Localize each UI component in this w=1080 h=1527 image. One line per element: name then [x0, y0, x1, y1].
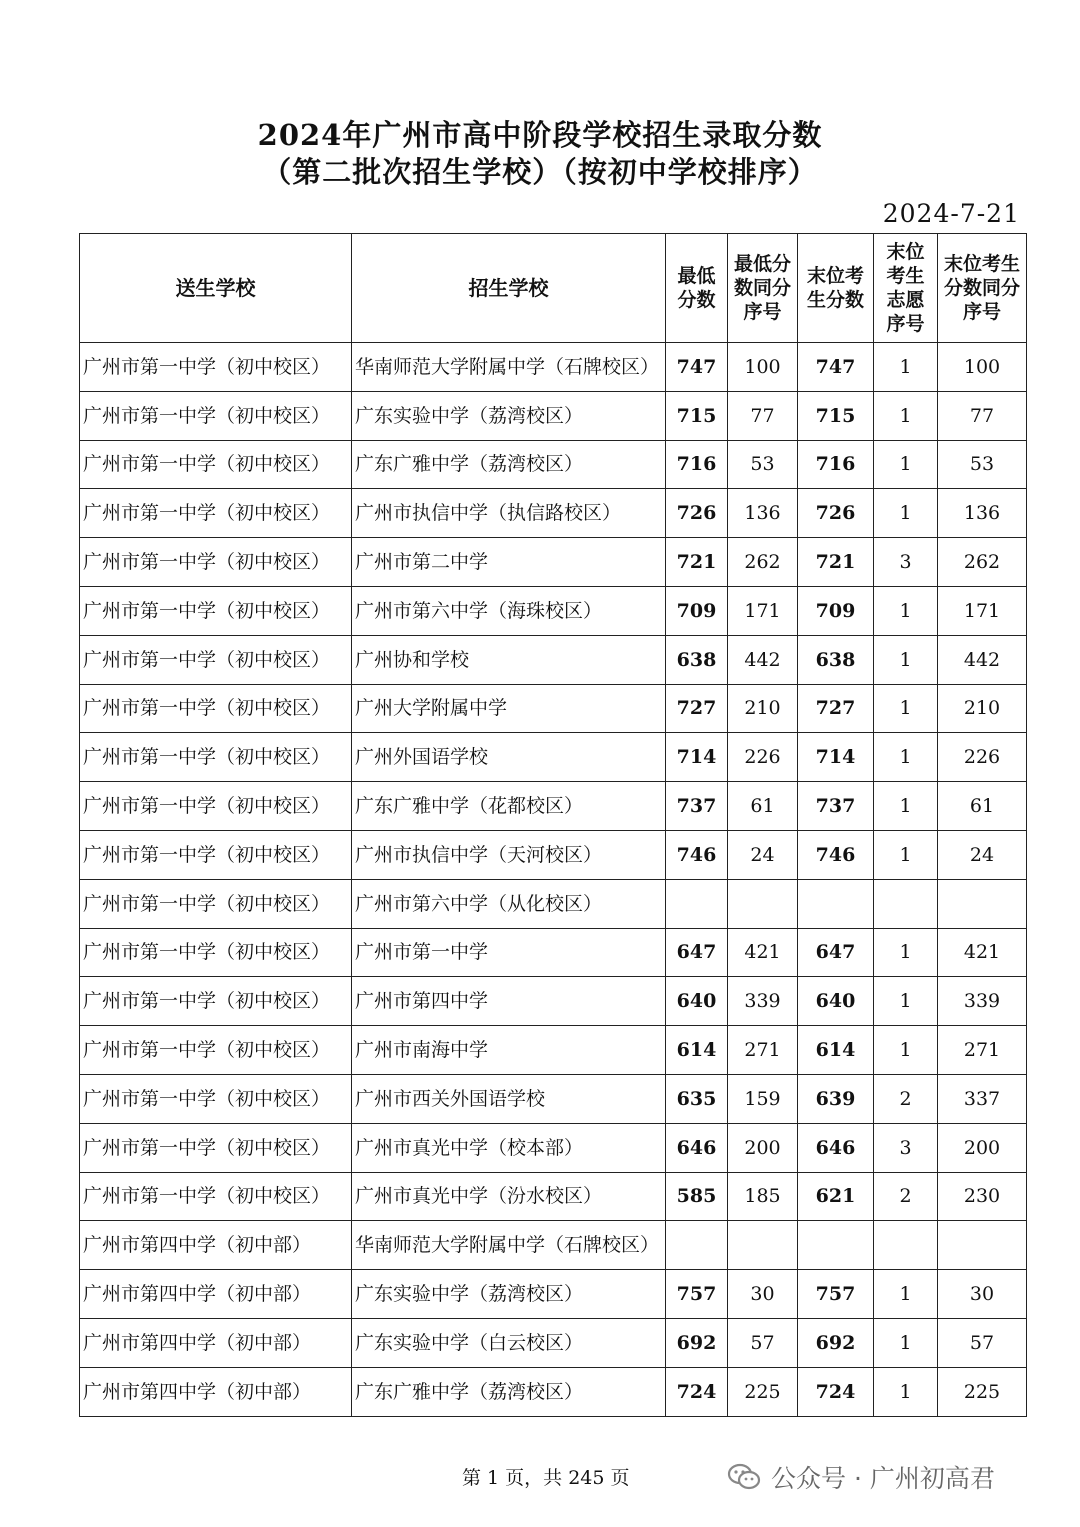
table-row: [80, 1270, 1027, 1319]
last-score-cell: 621: [798, 1172, 874, 1221]
min-tie-seq-cell: 262: [728, 538, 798, 587]
last-tie-seq-cell: 57: [938, 1318, 1027, 1367]
volunteer-seq-cell: 2: [874, 1172, 938, 1221]
volunteer-seq-cell: 1: [874, 635, 938, 684]
min-tie-seq-cell: 225: [728, 1367, 798, 1416]
min-score-cell: [666, 879, 728, 928]
last-score-cell: [798, 879, 874, 928]
last-tie-seq-cell: 226: [938, 733, 1027, 782]
recv-school-cell: 广州市西关外国语学校: [352, 1074, 666, 1123]
send-school-cell: 广州市第一中学（初中校区）: [80, 830, 352, 879]
table-row: [80, 733, 1027, 782]
last-tie-seq-cell: 262: [938, 538, 1027, 587]
min-score-cell: [666, 1221, 728, 1270]
min-tie-seq-cell: 136: [728, 489, 798, 538]
last-tie-seq-cell: 337: [938, 1074, 1027, 1123]
table-row: [80, 1074, 1027, 1123]
recv-school-cell: 广州市第二中学: [352, 538, 666, 587]
recv-school-cell: 广州市南海中学: [352, 1026, 666, 1075]
send-school-cell: 广州市第一中学（初中校区）: [80, 635, 352, 684]
volunteer-seq-cell: 1: [874, 1367, 938, 1416]
min-score-cell: 614: [666, 1026, 728, 1075]
min-tie-seq-cell: 53: [728, 440, 798, 489]
last-tie-seq-cell: 30: [938, 1270, 1027, 1319]
min-tie-seq-cell: 171: [728, 586, 798, 635]
last-tie-seq-cell: 339: [938, 977, 1027, 1026]
header-last-tie-seq: 末位考生 分数同分 序号: [938, 234, 1027, 343]
last-tie-seq-cell: [938, 879, 1027, 928]
last-score-cell: 714: [798, 733, 874, 782]
min-score-cell: 714: [666, 733, 728, 782]
last-score-cell: 640: [798, 977, 874, 1026]
send-school-cell: 广州市第一中学（初中校区）: [80, 586, 352, 635]
send-school-cell: 广州市第一中学（初中校区）: [80, 928, 352, 977]
last-tie-seq-cell: 136: [938, 489, 1027, 538]
wechat-icon: [727, 1462, 761, 1492]
send-school-cell: 广州市第一中学（初中校区）: [80, 1026, 352, 1075]
recv-school-cell: 广州大学附属中学: [352, 684, 666, 733]
send-school-cell: 广州市第一中学（初中校区）: [80, 1123, 352, 1172]
recv-school-cell: 广东广雅中学（荔湾校区）: [352, 440, 666, 489]
last-score-cell: 639: [798, 1074, 874, 1123]
watermark-text: 公众号 · 广州初高君: [771, 1464, 995, 1493]
send-school-cell: 广州市第四中学（初中部）: [80, 1318, 352, 1367]
min-score-cell: 692: [666, 1318, 728, 1367]
last-tie-seq-cell: 24: [938, 830, 1027, 879]
send-school-cell: 广州市第一中学（初中校区）: [80, 879, 352, 928]
recv-school-cell: 广州市第四中学: [352, 977, 666, 1026]
last-score-cell: 746: [798, 830, 874, 879]
min-tie-seq-cell: 339: [728, 977, 798, 1026]
volunteer-seq-cell: 1: [874, 684, 938, 733]
send-school-cell: 广州市第一中学（初中校区）: [80, 1074, 352, 1123]
recv-school-cell: 广州市第六中学（从化校区）: [352, 879, 666, 928]
send-school-cell: 广州市第一中学（初中校区）: [80, 977, 352, 1026]
min-score-cell: 716: [666, 440, 728, 489]
table-row: [80, 440, 1027, 489]
volunteer-seq-cell: 3: [874, 538, 938, 587]
last-tie-seq-cell: 442: [938, 635, 1027, 684]
min-tie-seq-cell: [728, 1221, 798, 1270]
recv-school-cell: 广东实验中学（荔湾校区）: [352, 391, 666, 440]
send-school-cell: 广州市第一中学（初中校区）: [80, 391, 352, 440]
last-score-cell: 726: [798, 489, 874, 538]
last-tie-seq-cell: 230: [938, 1172, 1027, 1221]
table-row: [80, 1026, 1027, 1075]
recv-school-cell: 广东实验中学（荔湾校区）: [352, 1270, 666, 1319]
table-row: [80, 343, 1027, 392]
min-score-cell: 727: [666, 684, 728, 733]
recv-school-cell: 广州外国语学校: [352, 733, 666, 782]
table-row: [80, 635, 1027, 684]
last-score-cell: 727: [798, 684, 874, 733]
min-score-cell: 647: [666, 928, 728, 977]
header-min-tie-seq: 最低分 数同分 序号: [728, 234, 798, 343]
last-tie-seq-cell: 171: [938, 586, 1027, 635]
volunteer-seq-cell: 1: [874, 1270, 938, 1319]
min-score-cell: 715: [666, 391, 728, 440]
table-row: [80, 538, 1027, 587]
last-tie-seq-cell: 77: [938, 391, 1027, 440]
table-row: [80, 1172, 1027, 1221]
last-score-cell: 614: [798, 1026, 874, 1075]
last-score-cell: [798, 1221, 874, 1270]
recv-school-cell: 广东广雅中学（花都校区）: [352, 782, 666, 831]
header-last-volunteer-seq: 末位 考生 志愿 序号: [874, 234, 938, 343]
recv-school-cell: 华南师范大学附属中学（石牌校区）: [352, 343, 666, 392]
header-recv-school: 招生学校: [352, 234, 666, 343]
send-school-cell: 广州市第一中学（初中校区）: [80, 489, 352, 538]
last-tie-seq-cell: 271: [938, 1026, 1027, 1075]
volunteer-seq-cell: 1: [874, 1318, 938, 1367]
volunteer-seq-cell: [874, 879, 938, 928]
send-school-cell: 广州市第四中学（初中部）: [80, 1270, 352, 1319]
table-row: [80, 1221, 1027, 1270]
volunteer-seq-cell: 1: [874, 586, 938, 635]
table-row: [80, 489, 1027, 538]
volunteer-seq-cell: 1: [874, 391, 938, 440]
last-tie-seq-cell: [938, 1221, 1027, 1270]
table-row: [80, 1318, 1027, 1367]
volunteer-seq-cell: 1: [874, 782, 938, 831]
recv-school-cell: 华南师范大学附属中学（石牌校区）: [352, 1221, 666, 1270]
last-score-cell: 716: [798, 440, 874, 489]
min-tie-seq-cell: 210: [728, 684, 798, 733]
min-tie-seq-cell: 24: [728, 830, 798, 879]
send-school-cell: 广州市第一中学（初中校区）: [80, 684, 352, 733]
min-score-cell: 746: [666, 830, 728, 879]
volunteer-seq-cell: 1: [874, 830, 938, 879]
volunteer-seq-cell: 1: [874, 1026, 938, 1075]
volunteer-seq-cell: 1: [874, 440, 938, 489]
recv-school-cell: 广州市真光中学（校本部）: [352, 1123, 666, 1172]
last-tie-seq-cell: 53: [938, 440, 1027, 489]
recv-school-cell: 广州市第一中学: [352, 928, 666, 977]
table-row: [80, 391, 1027, 440]
table-header-row: [80, 234, 1027, 343]
publish-date: 2024-7-21: [882, 199, 1020, 228]
last-score-cell: 646: [798, 1123, 874, 1172]
send-school-cell: 广州市第一中学（初中校区）: [80, 538, 352, 587]
min-tie-seq-cell: 271: [728, 1026, 798, 1075]
last-tie-seq-cell: 100: [938, 343, 1027, 392]
recv-school-cell: 广州市执信中学（天河校区）: [352, 830, 666, 879]
volunteer-seq-cell: 2: [874, 1074, 938, 1123]
min-score-cell: 737: [666, 782, 728, 831]
table-row: [80, 1367, 1027, 1416]
table-row: [80, 586, 1027, 635]
min-tie-seq-cell: 77: [728, 391, 798, 440]
min-score-cell: 585: [666, 1172, 728, 1221]
min-tie-seq-cell: 442: [728, 635, 798, 684]
min-tie-seq-cell: 185: [728, 1172, 798, 1221]
last-score-cell: 647: [798, 928, 874, 977]
recv-school-cell: 广东广雅中学（荔湾校区）: [352, 1367, 666, 1416]
recv-school-cell: 广州市执信中学（执信路校区）: [352, 489, 666, 538]
page-title: 2024年广州市高中阶段学校招生录取分数: [257, 118, 823, 152]
volunteer-seq-cell: [874, 1221, 938, 1270]
last-score-cell: 638: [798, 635, 874, 684]
last-score-cell: 709: [798, 586, 874, 635]
send-school-cell: 广州市第四中学（初中部）: [80, 1221, 352, 1270]
min-score-cell: 646: [666, 1123, 728, 1172]
send-school-cell: 广州市第一中学（初中校区）: [80, 1172, 352, 1221]
last-score-cell: 757: [798, 1270, 874, 1319]
table-row: [80, 782, 1027, 831]
volunteer-seq-cell: 1: [874, 343, 938, 392]
recv-school-cell: 广东实验中学（白云校区）: [352, 1318, 666, 1367]
min-tie-seq-cell: 61: [728, 782, 798, 831]
last-tie-seq-cell: 200: [938, 1123, 1027, 1172]
min-score-cell: 635: [666, 1074, 728, 1123]
send-school-cell: 广州市第一中学（初中校区）: [80, 782, 352, 831]
table-row: [80, 977, 1027, 1026]
min-score-cell: 726: [666, 489, 728, 538]
last-score-cell: 721: [798, 538, 874, 587]
recv-school-cell: 广州市第六中学（海珠校区）: [352, 586, 666, 635]
page-subtitle: （第二批次招生学校）（按初中学校排序）: [262, 155, 818, 189]
min-tie-seq-cell: 200: [728, 1123, 798, 1172]
volunteer-seq-cell: 1: [874, 733, 938, 782]
last-score-cell: 692: [798, 1318, 874, 1367]
min-score-cell: 757: [666, 1270, 728, 1319]
min-score-cell: 709: [666, 586, 728, 635]
last-tie-seq-cell: 61: [938, 782, 1027, 831]
table-row: [80, 684, 1027, 733]
min-tie-seq-cell: [728, 879, 798, 928]
last-tie-seq-cell: 210: [938, 684, 1027, 733]
send-school-cell: 广州市第一中学（初中校区）: [80, 440, 352, 489]
min-score-cell: 721: [666, 538, 728, 587]
last-score-cell: 715: [798, 391, 874, 440]
last-tie-seq-cell: 421: [938, 928, 1027, 977]
last-score-cell: 724: [798, 1367, 874, 1416]
page-footer: 第 1 页，共 245 页: [462, 1467, 630, 1489]
recv-school-cell: 广州协和学校: [352, 635, 666, 684]
header-send-school: 送生学校: [80, 234, 352, 343]
min-tie-seq-cell: 100: [728, 343, 798, 392]
min-score-cell: 724: [666, 1367, 728, 1416]
volunteer-seq-cell: 3: [874, 1123, 938, 1172]
last-tie-seq-cell: 225: [938, 1367, 1027, 1416]
header-min-score: 最低 分数: [666, 234, 728, 343]
last-score-cell: 747: [798, 343, 874, 392]
send-school-cell: 广州市第一中学（初中校区）: [80, 343, 352, 392]
volunteer-seq-cell: 1: [874, 928, 938, 977]
min-tie-seq-cell: 30: [728, 1270, 798, 1319]
volunteer-seq-cell: 1: [874, 977, 938, 1026]
send-school-cell: 广州市第一中学（初中校区）: [80, 733, 352, 782]
min-score-cell: 640: [666, 977, 728, 1026]
send-school-cell: 广州市第四中学（初中部）: [80, 1367, 352, 1416]
min-tie-seq-cell: 421: [728, 928, 798, 977]
min-tie-seq-cell: 159: [728, 1074, 798, 1123]
volunteer-seq-cell: 1: [874, 489, 938, 538]
min-tie-seq-cell: 226: [728, 733, 798, 782]
table-row: [80, 830, 1027, 879]
last-score-cell: 737: [798, 782, 874, 831]
watermark: [727, 1459, 995, 1495]
table-row: [80, 1123, 1027, 1172]
table-row: [80, 879, 1027, 928]
min-score-cell: 747: [666, 343, 728, 392]
header-last-score: 末位考 生分数: [798, 234, 874, 343]
recv-school-cell: 广州市真光中学（汾水校区）: [352, 1172, 666, 1221]
min-tie-seq-cell: 57: [728, 1318, 798, 1367]
min-score-cell: 638: [666, 635, 728, 684]
table-row: [80, 928, 1027, 977]
admission-score-table: [79, 233, 1027, 1417]
